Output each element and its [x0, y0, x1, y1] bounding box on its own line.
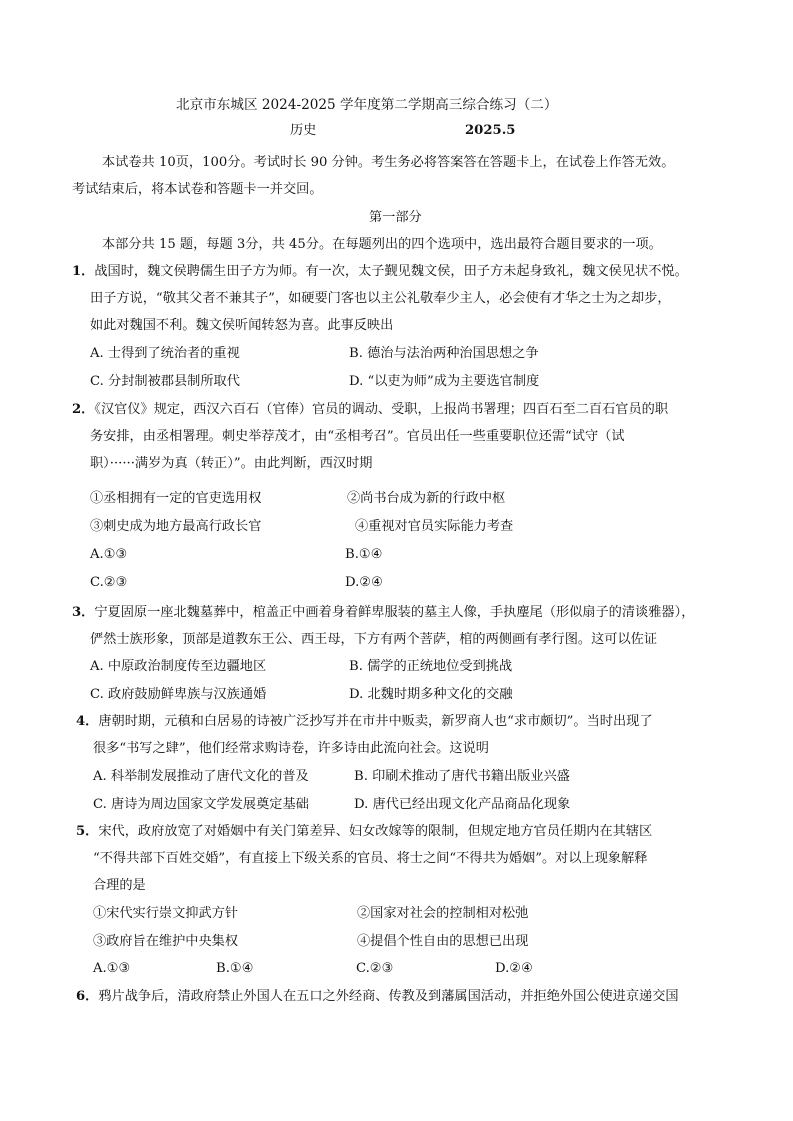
question-text: 《汉官仪》规定，西汉六百石（官俸）官员的调动、受职，上报尚书署理；四百石至二百石官员的职	[94, 402, 669, 417]
option-a: A. 科举制发展推动了唐代文化的普及	[93, 769, 309, 784]
option-b: B. 儒学的正统地位受到挑战	[349, 659, 513, 674]
question-text: 宋代，政府放宽了对婚姻中有关门第差异、妇女改嫁等的限制，但规定地方官员任期内在其辖区	[98, 824, 653, 839]
question-1	[72, 263, 688, 281]
part-heading: 第一部分	[369, 210, 422, 225]
question-2-line-3: 职）······满岁为真（转正）”。由此判断，西汉时期	[90, 456, 373, 471]
option-a: A.①③	[90, 547, 128, 562]
question-number: 6．	[76, 989, 99, 1004]
question-2-line-2: 务安排，由丞相署理。刺史举荐茂才，由“丞相考召”。官员出任一些重要职位还需“试守（试	[90, 429, 625, 444]
instructions-line-2: 考试结束后，将本试卷和答题卡一并交回。	[72, 182, 323, 197]
option-c: C.②③	[356, 961, 394, 976]
statement-4: ④重视对官员实际能力考查	[355, 519, 514, 534]
option-b: B. 德治与法治两种治国思想之争	[349, 346, 539, 361]
option-b: B.①④	[216, 961, 254, 976]
question-text: 唐朝时期，元稹和白居易的诗被广泛抄写并在市井中贩卖，新罗商人也“求市颇切”。当时出现了	[98, 714, 653, 729]
instructions-line-1: 本试卷共 10页，100分。考试时长 90 分钟。考生务必将答案答在答题卡上，在试卷上作答无效。	[102, 155, 675, 170]
question-4	[76, 713, 653, 731]
question-5-line-3: 合理的是	[93, 878, 146, 893]
option-d: D. 北魏时期多种文化的交融	[349, 687, 513, 702]
statement-3: ③刺史成为地方最高行政长官	[90, 519, 262, 534]
option-a: A.①③	[93, 961, 131, 976]
exam-title: 北京市东城区 2024-2025 学年度第二学期高三综合练习（二）	[176, 97, 558, 113]
option-c: C. 唐诗为周边国家文学发展奠定基础	[93, 797, 309, 812]
question-4-line-2: 很多“书写之肆”，他们经常求购诗卷，许多诗由此流向社会。这说明	[93, 741, 489, 756]
option-a: A. 士得到了统治者的重视	[90, 346, 240, 361]
option-d: D.②④	[345, 575, 383, 590]
question-3-line-2: 俨然士族形象，顶部是道教东王公、西王母，下方有两个菩萨，棺的两侧画有孝行图。这可以佐证	[90, 632, 658, 647]
part-intro: 本部分共 15 题，每题 3分，共 45分。在每题列出的四个选项中，选出最符合题目要求的一项。	[102, 237, 662, 252]
question-1-line-3: 如此对魏国不利。魏文侯听闻转怒为喜。此事反映出	[90, 318, 394, 333]
question-number: 4．	[76, 714, 99, 729]
question-number: 2．	[72, 402, 95, 417]
option-c: C. 政府鼓励鲜卑族与汉族通婚	[90, 687, 267, 702]
option-d: D.②④	[495, 961, 533, 976]
question-number: 3．	[72, 605, 95, 620]
statement-4: ④提倡个性自由的思想已出现	[357, 934, 529, 949]
statement-2: ②国家对社会的控制相对松弛	[357, 906, 529, 921]
statement-1: ①丞相拥有一定的官吏选用权	[90, 491, 262, 506]
subject-label: 历史	[290, 123, 317, 138]
question-text: 鸦片战争后，清政府禁止外国人在五口之外经商、传教及到藩属国活动，并拒绝外国公使进京递交国	[98, 989, 679, 1004]
question-number: 5．	[76, 824, 99, 839]
option-c: C. 分封制被郡县制所取代	[90, 374, 240, 389]
question-1-line-2: 田子方说，“敬其父者不兼其子”，如硬要门客也以主公礼敬奉少主人，必会使有才华之士为之却步，	[90, 291, 671, 306]
question-text: 宁夏固原一座北魏墓葬中，棺盖正中画着身着鲜卑服装的墓主人像，手执麈尾（形似扇子的清谈雅器），	[94, 605, 695, 620]
question-number: 1．	[72, 264, 95, 279]
statement-2: ②尚书台成为新的行政中枢	[347, 491, 506, 506]
option-d: D. 唐代已经出现文化产品商品化现象	[354, 797, 571, 812]
option-b: B.①④	[345, 547, 383, 562]
statement-1: ①宋代实行崇文抑武方针	[93, 906, 239, 921]
option-d: D. “以吏为师”成为主要选官制度	[349, 374, 540, 389]
question-3	[72, 604, 694, 622]
option-a: A. 中原政治制度传至边疆地区	[90, 659, 267, 674]
question-text: 战国时，魏文侯聘儒生田子方为师。有一次，太子觐见魏文侯，田子方未起身致礼，魏文侯见状不悦。	[94, 264, 688, 279]
exam-date: 2025.5	[465, 123, 516, 138]
statement-3: ③政府旨在维护中央集权	[93, 934, 239, 949]
option-c: C.②③	[90, 575, 128, 590]
option-b: B. 印刷术推动了唐代书籍出版业兴盛	[354, 769, 570, 784]
question-5-line-2: “不得共部下百姓交婚”，有直接上下级关系的官员、将士之间“不得共为婚姻”。对以上现象解释	[93, 851, 648, 866]
question-2	[72, 401, 668, 419]
question-6	[76, 988, 679, 1006]
question-5	[76, 823, 652, 841]
